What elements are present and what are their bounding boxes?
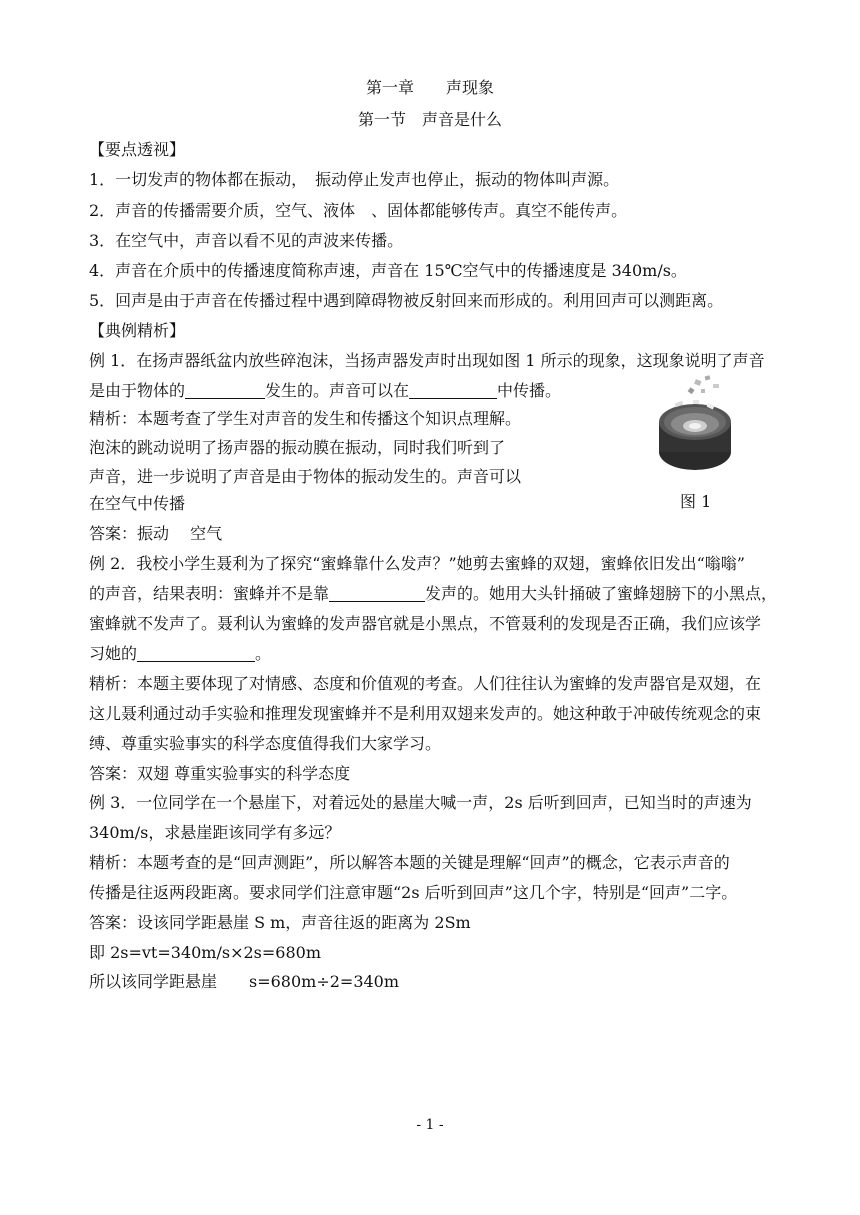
key-point-2: 2．声音的传播需要介质，空气、液体 、固体都能够传声。真空不能传声。 [89, 201, 628, 220]
section-title: 第一节 声音是什么 [357, 110, 502, 129]
ex2-blank-1[interactable] [329, 585, 425, 602]
ex3-answer-1: 答案：设该同学距悬崖 S m，声音往返的距离为 2Sm [89, 913, 471, 932]
key-point-4: 4．声音在介质中的传播速度简称声速，声音在 15℃空气中的传播速度是 340m/s。 [89, 261, 687, 280]
key-point-3: 3．在空气中，声音以看不见的声波来传播。 [89, 231, 404, 250]
ex1-question-line1: 例 1．在扬声器纸盆内放些碎泡沫，当扬声器发声时出现如图 1 所示的现象，这现象说明了声音 [89, 351, 765, 370]
ex3-question-line2: 340m/s，求悬崖距该同学有多远？ [89, 823, 341, 842]
ex2-text-a: 的声音，结果表明：蜜蜂并不是靠 [89, 584, 330, 603]
examples-heading: 【典例精析】 [89, 321, 186, 340]
ex1-text-a: 是由于物体的 [89, 381, 186, 400]
ex1-analysis-4: 在空气中传播 [89, 494, 186, 513]
ex3-question-line1: 例 3．一位同学在一个悬崖下，对着远处的悬崖大喊一声，2s 后听到回声，已知当时的声速为 [89, 793, 752, 812]
ex2-analysis-3: 缚、尊重实验事实的科学态度值得我们大家学习。 [89, 734, 442, 753]
ex2-analysis-1: 精析：本题主要体现了对情感、态度和价值观的考查。人们往往认为蜜蜂的发声器官是双翅，在 [89, 674, 762, 693]
ex1-blank-2[interactable] [409, 382, 497, 399]
ex2-text-b: 发声的。她用大头针捅破了蜜蜂翅膀下的小黑点， [425, 584, 778, 603]
ex1-blank-1[interactable] [185, 382, 265, 399]
key-point-5: 5．回声是由于声音在传播过程中遇到障碍物被反射回来而形成的。利用回声可以测距离。 [89, 291, 724, 310]
ex1-text-c: 中传播。 [497, 381, 562, 400]
ex3-answer-2: 即 2s=vt=340m/s×2s=680m [89, 943, 321, 962]
ex1-question-line2 [89, 381, 561, 401]
page-number: - 1 - [416, 1117, 444, 1133]
ex2-question-line3: 蜜蜂就不发声了。聂利认为蜜蜂的发声器官就是小黑点，不管聂利的发现是否正确，我们应该学 [89, 614, 762, 633]
ex3-answer-3: 所以该同学距悬崖 s=680m÷2=340m [89, 972, 400, 991]
ex2-text-d: 。 [255, 644, 272, 663]
ex2-question-line1: 例 2．我校小学生聂利为了探究“蜜蜂靠什么发声？”她剪去蜜蜂的双翅，蜜蜂依旧发出“嗡嗡” [89, 554, 745, 573]
ex3-analysis-1: 精析：本题考查的是“回声测距”，所以解答本题的关键是理解“回声”的概念，它表示声音的 [89, 853, 730, 872]
speaker-figure [655, 372, 735, 482]
ex2-blank-2[interactable] [137, 645, 255, 662]
ex3-analysis-2: 传播是往返两段距离。要求同学们注意审题“2s 后听到回声”这几个字，特别是“回声”二字。 [89, 883, 738, 902]
ex2-text-c: 习她的 [89, 644, 138, 663]
figure-caption: 图 1 [680, 492, 712, 511]
ex2-question-line4 [89, 644, 271, 664]
ex1-text-b: 发生的。声音可以在 [265, 381, 410, 400]
ex1-analysis-1: 精析：本题考查了学生对声音的发生和传播这个知识点理解。 [89, 409, 522, 428]
ex2-analysis-2: 这儿聂利通过动手实验和推理发现蜜蜂并不是利用双翅来发声的。她这种敢于冲破传统观念的束 [89, 704, 762, 723]
ex2-answer: 答案：双翅 尊重实验事实的科学态度 [89, 764, 351, 783]
ex1-answer: 答案：振动 空气 [89, 524, 223, 543]
ex1-analysis-3: 声音，进一步说明了声音是由于物体的振动发生的。声音可以 [89, 467, 522, 486]
foam-bits [688, 375, 719, 394]
ex2-question-line2 [89, 584, 777, 604]
ex1-analysis-2: 泡沫的跳动说明了扬声器的振动膜在振动，同时我们听到了 [89, 438, 506, 457]
key-point-1: 1．一切发声的物体都在振动， 振动停止发声也停止，振动的物体叫声源。 [89, 170, 620, 189]
chapter-title: 第一章 声现象 [365, 78, 494, 97]
key-points-heading: 【要点透视】 [89, 140, 186, 159]
